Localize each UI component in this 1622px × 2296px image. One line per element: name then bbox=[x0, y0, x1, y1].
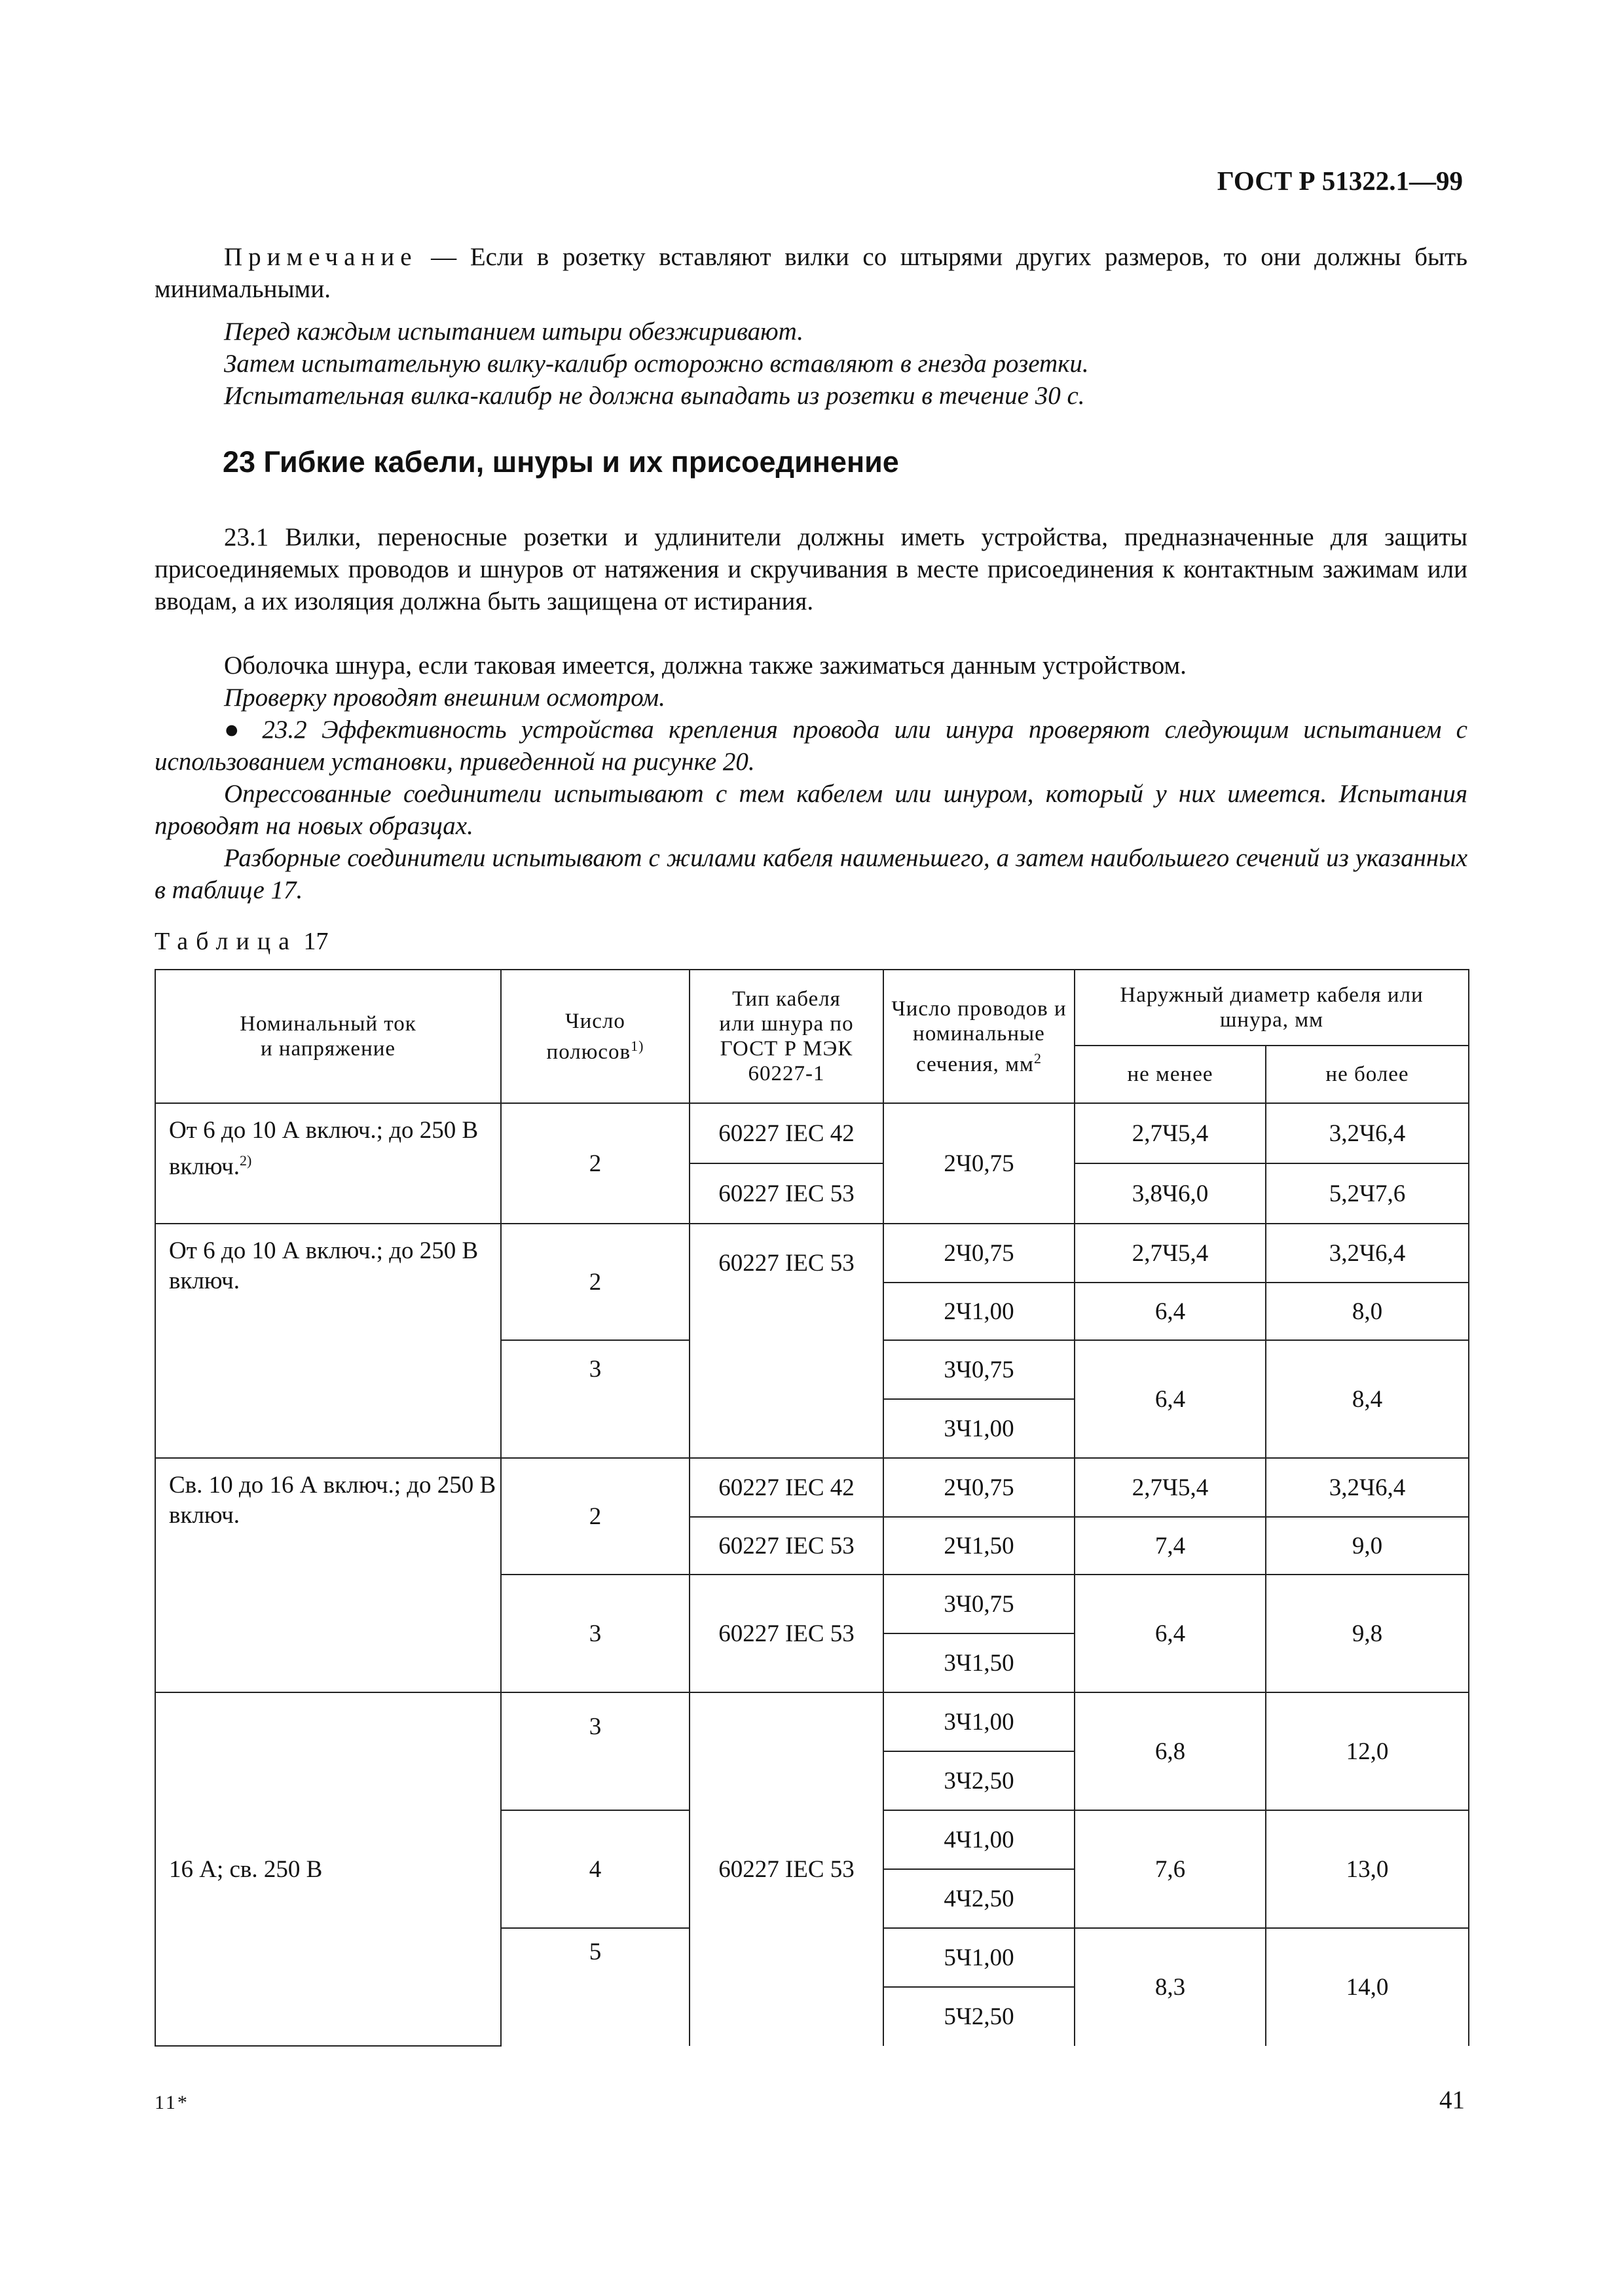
g2-wires-1: 2Ч0,75 bbox=[883, 1224, 1075, 1283]
g2-max-34: 8,4 bbox=[1266, 1340, 1469, 1458]
footer-sheet-mark: 11* bbox=[155, 2092, 189, 2113]
g4-type: 60227 IEC 53 bbox=[690, 1692, 883, 2046]
bullet-marker: ● bbox=[224, 716, 248, 744]
g4-min-56: 8,3 bbox=[1075, 1928, 1266, 2046]
table-caption-word: Таблица bbox=[155, 928, 298, 955]
g2-poles-2: 2 bbox=[501, 1224, 690, 1340]
g2-current: От 6 до 10 А включ.; до 250 В включ. bbox=[155, 1224, 501, 1458]
paragraph-23-1: 23.1 Вилки, переносные розетки и удлинители должны иметь устройства, предназначенные для защиты присоединяемых проводов и шнуров от натяжения и скручивания в месте присоединения к контактным зажимам или вводам, а их изоляция должна быть защищена от истирания. bbox=[155, 523, 1467, 615]
paragraph-rewirable: Разборные соединители испытывают с жилами кабеля наименьшего, а затем наибольшего сечений из указанных в таблице 17. bbox=[155, 844, 1467, 904]
g4-poles-4: 4 bbox=[501, 1810, 690, 1928]
section-title: 23 Гибкие кабели, шнуры и их присоединение bbox=[223, 445, 899, 479]
g4-max-56: 14,0 bbox=[1266, 1928, 1469, 2046]
g2-type: 60227 IEC 53 bbox=[690, 1224, 883, 1458]
table-row bbox=[155, 1692, 1469, 1751]
g2-min-2: 6,4 bbox=[1075, 1283, 1266, 1340]
italic-line-3: Испытательная вилка-калибр не должна выпадать из розетки в течение 30 с. bbox=[224, 382, 1085, 410]
table-row bbox=[155, 1103, 1469, 1163]
g3-max-34: 9,8 bbox=[1266, 1575, 1469, 1692]
g3-type-a: 60227 IEC 42 bbox=[690, 1458, 883, 1517]
g3-wires-2: 2Ч1,50 bbox=[883, 1517, 1075, 1575]
g1-poles: 2 bbox=[501, 1103, 690, 1224]
paragraph-crimped: Опрессованные соединители испытывают с тем кабелем или шнуром, который у них имеется. Испытания проводят на новых образцах. bbox=[155, 780, 1467, 840]
g3-min-1: 2,7Ч5,4 bbox=[1075, 1458, 1266, 1517]
g2-max-2: 8,0 bbox=[1266, 1283, 1469, 1340]
g1-wires: 2Ч0,75 bbox=[883, 1103, 1075, 1224]
g1-current: От 6 до 10 А включ.; до 250 В включ.$^{2)}$ bbox=[155, 1103, 501, 1224]
g4-wires-3: 4Ч1,00 bbox=[883, 1810, 1075, 1869]
g1-max-a: 3,2Ч6,4 bbox=[1266, 1103, 1469, 1163]
header-wires: Число проводов и номинальные сечения, $мм^2$ bbox=[883, 970, 1075, 1103]
g1-type-a: 60227 IEC 42 bbox=[690, 1103, 883, 1163]
g2-poles-3: 3 bbox=[501, 1340, 690, 1458]
g2-min-34: 6,4 bbox=[1075, 1340, 1266, 1458]
g3-wires-1: 2Ч0,75 bbox=[883, 1458, 1075, 1517]
page-number: 41 bbox=[1439, 2086, 1465, 2114]
g3-max-2: 9,0 bbox=[1266, 1517, 1469, 1575]
g3-wires-3: 3Ч0,75 bbox=[883, 1575, 1075, 1633]
g2-wires-3: 3Ч0,75 bbox=[883, 1340, 1075, 1399]
table-header-row bbox=[155, 970, 1469, 1046]
g4-wires-2: 3Ч2,50 bbox=[883, 1751, 1075, 1810]
g4-wires-6: 5Ч2,50 bbox=[883, 1987, 1075, 2046]
header-diameter: Наружный диаметр кабеля или шнура, мм bbox=[1075, 970, 1469, 1046]
paragraph-23-2-text: 23.2 Эффективность устройства крепления провода или шнура проверяют следующим испытанием с использованием установки, приведенной на рисунке 20. bbox=[155, 716, 1467, 776]
g3-poles-2: 2 bbox=[501, 1458, 690, 1575]
header-min: не менее bbox=[1075, 1046, 1266, 1103]
g3-min-34: 6,4 bbox=[1075, 1575, 1266, 1692]
g3-type-c: 60227 IEC 53 bbox=[690, 1575, 883, 1692]
paragraph-inspection: Проверку проводят внешним осмотром. bbox=[224, 683, 665, 712]
g3-current: Св. 10 до 16 А включ.; до 250 В включ. bbox=[155, 1458, 501, 1692]
table-row bbox=[155, 1224, 1469, 1283]
g3-max-1: 3,2Ч6,4 bbox=[1266, 1458, 1469, 1517]
g2-max-1: 3,2Ч6,4 bbox=[1266, 1224, 1469, 1283]
note-text: — Если в розетку вставляют вилки со штырями других размеров, то они должны быть минимальными. bbox=[155, 243, 1467, 303]
note-label: Примечание bbox=[224, 243, 418, 271]
g4-max-34: 13,0 bbox=[1266, 1810, 1469, 1928]
header-poles: Число полюсов$^{1)}$ bbox=[501, 970, 690, 1103]
header-cable-type: Тип кабеля или шнура по ГОСТ Р МЭК 60227-1 bbox=[690, 970, 883, 1103]
g4-current: 16 А; св. 250 В bbox=[155, 1692, 501, 2046]
paragraph-23-2 bbox=[155, 714, 1467, 778]
g4-min-12: 6,8 bbox=[1075, 1692, 1266, 1810]
g4-poles-5: 5 bbox=[501, 1928, 690, 2046]
table-row bbox=[155, 1458, 1469, 1517]
g2-min-1: 2,7Ч5,4 bbox=[1075, 1224, 1266, 1283]
g1-min-b: 3,8Ч6,0 bbox=[1075, 1163, 1266, 1224]
g4-max-12: 12,0 bbox=[1266, 1692, 1469, 1810]
paragraph-sheath: Оболочка шнура, если таковая имеется, должна также зажиматься данным устройством. bbox=[224, 651, 1187, 680]
header-current: Номинальный ток и напряжение bbox=[155, 970, 501, 1103]
italic-line-2: Затем испытательную вилку-калибр осторожно вставляют в гнезда розетки. bbox=[224, 350, 1089, 378]
table-caption bbox=[155, 927, 329, 956]
g1-max-b: 5,2Ч7,6 bbox=[1266, 1163, 1469, 1224]
header-max: не более bbox=[1266, 1046, 1469, 1103]
g3-min-2: 7,4 bbox=[1075, 1517, 1266, 1575]
g1-type-b: 60227 IEC 53 bbox=[690, 1163, 883, 1224]
note-paragraph bbox=[155, 241, 1467, 305]
cable-table bbox=[155, 969, 1469, 2047]
g2-wires-2: 2Ч1,00 bbox=[883, 1283, 1075, 1340]
g4-wires-1: 3Ч1,00 bbox=[883, 1692, 1075, 1751]
table-caption-number: 17 bbox=[303, 928, 329, 955]
g3-poles-3: 3 bbox=[501, 1575, 690, 1692]
g4-poles-3: 3 bbox=[501, 1692, 690, 1810]
document-code: ГОСТ Р 51322.1—99 bbox=[1217, 166, 1463, 196]
g4-wires-4: 4Ч2,50 bbox=[883, 1869, 1075, 1928]
italic-line-1: Перед каждым испытанием штыри обезжиривают. bbox=[224, 318, 804, 346]
g3-type-b: 60227 IEC 53 bbox=[690, 1517, 883, 1575]
g4-min-34: 7,6 bbox=[1075, 1810, 1266, 1928]
g2-wires-4: 3Ч1,00 bbox=[883, 1399, 1075, 1458]
g3-wires-4: 3Ч1,50 bbox=[883, 1633, 1075, 1692]
g4-wires-5: 5Ч1,00 bbox=[883, 1928, 1075, 1987]
g1-min-a: 2,7Ч5,4 bbox=[1075, 1103, 1266, 1163]
